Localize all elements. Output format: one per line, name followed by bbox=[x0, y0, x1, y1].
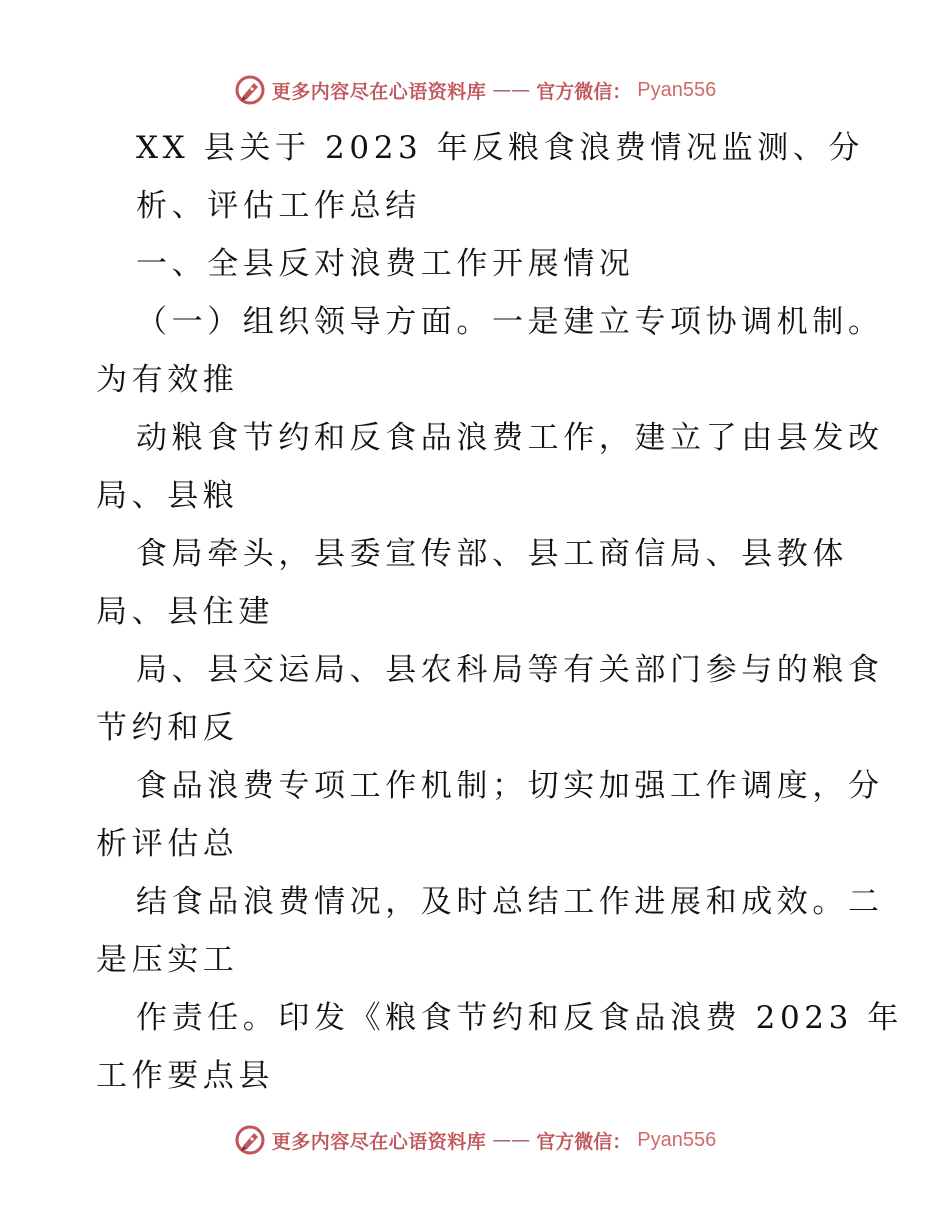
watermark-separator: —— bbox=[492, 79, 531, 101]
paragraph-line: 为有效推 bbox=[96, 362, 239, 398]
header-watermark bbox=[0, 72, 950, 108]
paragraph-line: 作责任。印发《粮食节约和反食品浪费 2023 年 bbox=[136, 1000, 903, 1036]
pen-nib-circle-icon bbox=[234, 1124, 266, 1156]
document-title-line-1: XX 县关于 2023 年反粮食浪费情况监测、分 bbox=[136, 130, 864, 166]
watermark-separator: —— bbox=[492, 1129, 531, 1151]
paragraph-line: 析评估总 bbox=[96, 826, 239, 862]
paragraph-line: 节约和反 bbox=[96, 710, 239, 746]
document-title-line-2: 析、评估工作总结 bbox=[136, 188, 421, 224]
paragraph-line: 动粮食节约和反食品浪费工作，建立了由县发改 bbox=[136, 420, 884, 456]
section-heading: 一、全县反对浪费工作开展情况 bbox=[136, 246, 635, 282]
paragraph-line: 是压实工 bbox=[96, 942, 239, 978]
pen-nib-circle-icon bbox=[234, 74, 266, 106]
paragraph-line: （一）组织领导方面。一是建立专项协调机制。 bbox=[136, 304, 884, 340]
watermark-wechat-label: 官方微信： bbox=[536, 80, 632, 103]
watermark-wechat-id: Pyan556 bbox=[637, 78, 717, 101]
paragraph-line: 局、县粮 bbox=[96, 478, 239, 514]
paragraph-line: 工作要点县 bbox=[96, 1058, 274, 1094]
watermark-wechat-id: Pyan556 bbox=[637, 1128, 717, 1151]
watermark-wechat-label: 官方微信： bbox=[536, 1130, 632, 1153]
watermark-brand-text: 更多内容尽在心语资料库 bbox=[271, 80, 487, 103]
paragraph-line: 食品浪费专项工作机制；切实加强工作调度，分 bbox=[136, 768, 884, 804]
paragraph-line: 局、县住建 bbox=[96, 594, 274, 630]
footer-watermark bbox=[0, 1122, 950, 1158]
paragraph-line: 局、县交运局、县农科局等有关部门参与的粮食 bbox=[136, 652, 884, 688]
paragraph-line: 结食品浪费情况，及时总结工作进展和成效。二 bbox=[136, 884, 884, 920]
watermark-brand-text: 更多内容尽在心语资料库 bbox=[271, 1130, 487, 1153]
paragraph-line: 食局牵头，县委宣传部、县工商信局、县教体 bbox=[136, 536, 848, 572]
